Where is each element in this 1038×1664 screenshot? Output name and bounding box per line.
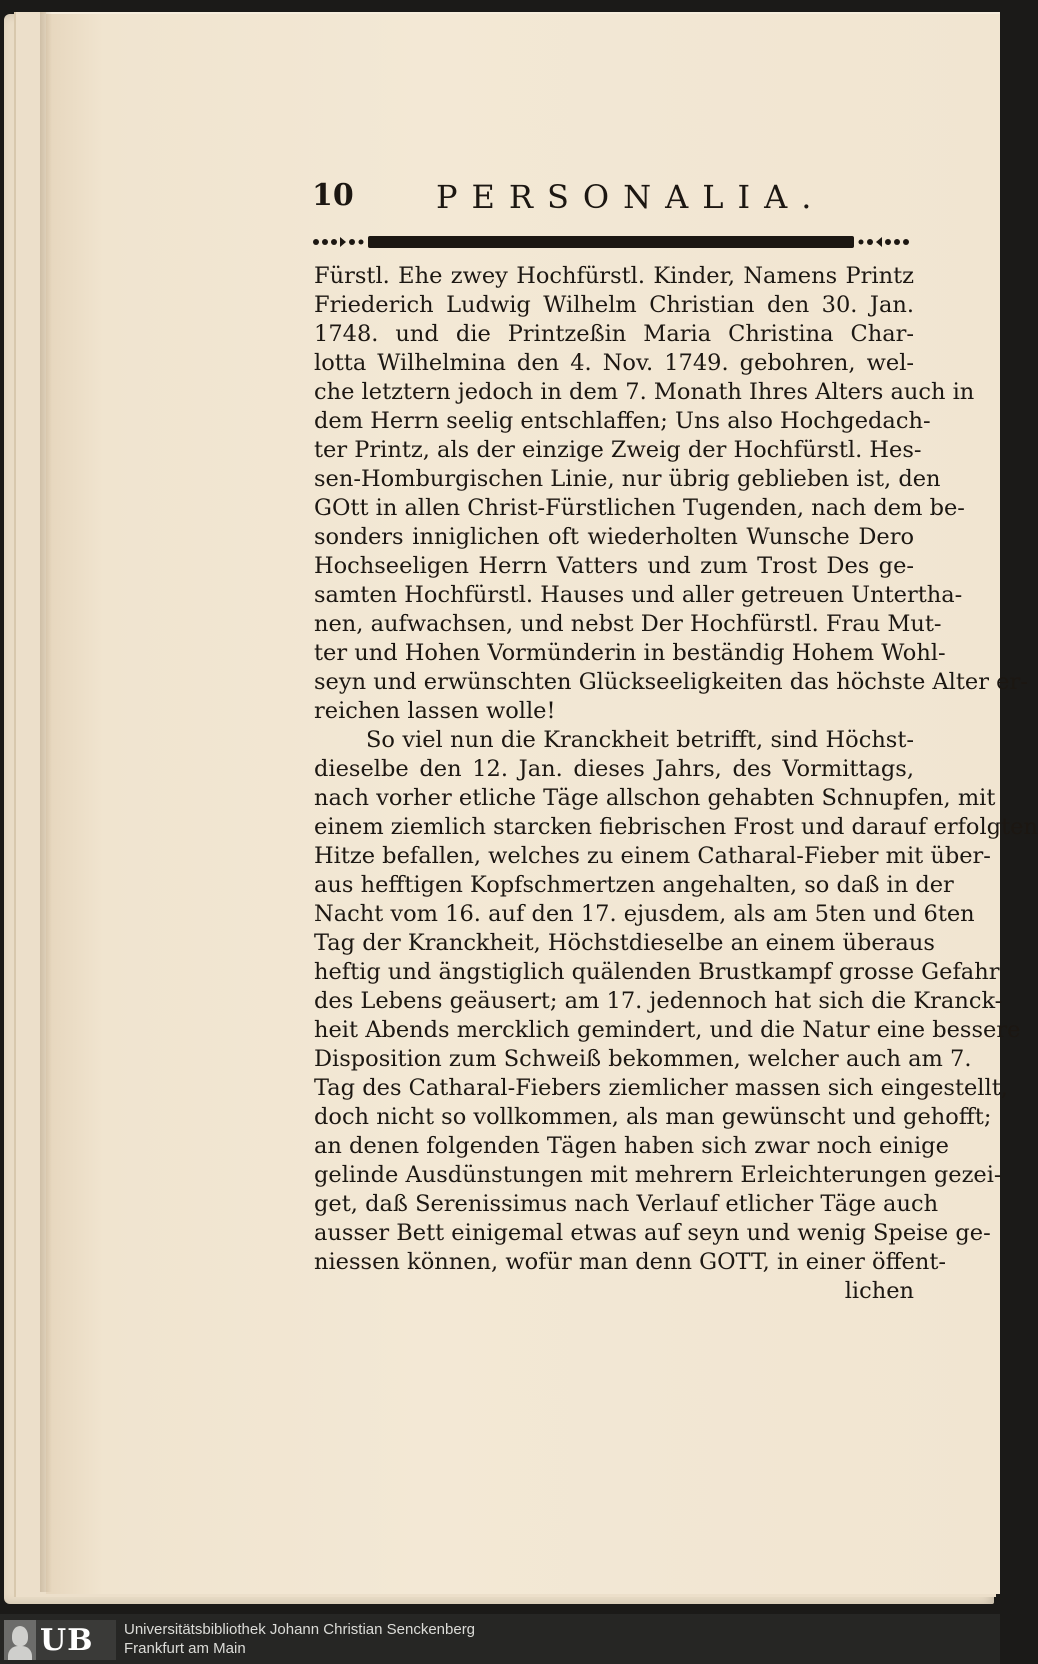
library-name[interactable] — [124, 1620, 475, 1658]
text-line: samten Hochfürstl. Hauses und aller getreuen Untertha- — [314, 582, 963, 608]
ornament-right-flourish — [859, 237, 910, 247]
binding-shadow — [40, 12, 52, 1592]
text-line: GOtt in allen Christ-Fürstlichen Tugenden, nach dem be- — [314, 495, 965, 521]
text-line: Tag des Catharal-Fiebers ziemlicher massen sich eingestellt, — [314, 1075, 1008, 1101]
library-name-line-1: Universitätsbibliothek Johann Christian Senckenberg — [124, 1621, 476, 1638]
ornamental-rule — [312, 232, 910, 252]
text-line: 1748. und die Printzeßin Maria Christina Char- — [314, 321, 914, 347]
library-name-line-2: Frankfurt am Main — [124, 1640, 246, 1657]
text-line: Hochseeligen Herrn Vatters und zum Trost Des ge- — [314, 553, 914, 579]
text-line: dem Herrn seelig entschlaffen; Uns also Hochgedach- — [314, 408, 931, 434]
running-title: PERSONALIA. — [436, 178, 826, 216]
text-line: gelinde Ausdünstungen mit mehrern Erleichterungen gezei- — [314, 1162, 1002, 1188]
library-logo[interactable] — [4, 1620, 116, 1660]
ornament-left-flourish — [313, 237, 364, 247]
text-line: des Lebens geäusert; am 17. jedennoch hat sich die Kranck- — [314, 988, 1003, 1014]
text-line: ausser Bett einigemal etwas auf seyn und wenig Speise ge- — [314, 1220, 991, 1246]
text-line: nach vorher etliche Täge allschon gehabten Schnupfen, mit — [314, 785, 996, 811]
text-line: heftig und ängstiglich quälenden Brustkampf grosse Gefahr — [314, 959, 1000, 985]
text-line: Nacht vom 16. auf den 17. ejusdem, als am 5ten und 6ten — [314, 901, 975, 927]
page-number: 10 — [312, 178, 354, 213]
paragraph-start-line: So viel nun die Kranckheit betrifft, sind Höchst- — [366, 727, 914, 753]
text-line: Hitze befallen, welches zu einem Catharal-Fieber mit über- — [314, 843, 991, 869]
text-line: an denen folgenden Tägen haben sich zwar noch einige — [314, 1133, 949, 1159]
text-line: che letztern jedoch in dem 7. Monath Ihres Alters auch in — [314, 379, 975, 405]
text-line: lotta Wilhelmina den 4. Nov. 1749. gebohren, wel- — [314, 350, 914, 376]
text-line: get, daß Serenissimus nach Verlauf etlicher Täge auch — [314, 1191, 939, 1217]
text-line: aus hefftigen Kopfschmertzen angehalten, so daß in der — [314, 872, 954, 898]
ornament-bar — [368, 236, 854, 248]
catchword: lichen — [844, 1278, 914, 1304]
text-line: Fürstl. Ehe zwey Hochfürstl. Kinder, Namens Printz — [314, 263, 914, 289]
text-line: niessen können, wofür man denn GOTT, in einer öffent- — [314, 1249, 946, 1275]
text-line: sen-Homburgischen Linie, nur übrig geblieben ist, den — [314, 466, 941, 492]
text-line: dieselbe den 12. Jan. dieses Jahrs, des Vormittags, — [314, 756, 914, 782]
text-line: doch nicht so vollkommen, als man gewünscht und gehofft; — [314, 1104, 992, 1130]
text-line: Friederich Ludwig Wilhelm Christian den 30. Jan. — [314, 292, 914, 318]
text-line: sonders inniglichen oft wiederholten Wunsche Dero — [314, 524, 914, 550]
text-line: Tag der Kranckheit, Höchstdieselbe an einem überaus — [314, 930, 935, 956]
text-line: einem ziemlich starcken fiebrischen Frost und darauf erfolgten — [314, 814, 1038, 840]
text-line: ter und Hohen Vormünderin in beständig Hohem Wohl- — [314, 640, 946, 666]
text-line: Disposition zum Schweiß bekommen, welcher auch am 7. — [314, 1046, 972, 1072]
text-line: seyn und erwünschten Glückseeligkeiten das höchste Alter er- — [314, 669, 1028, 695]
text-line: nen, aufwachsen, und nebst Der Hochfürstl. Frau Mut- — [314, 611, 942, 637]
logo-text: UB — [40, 1622, 94, 1658]
paragraph-end-line: reichen lassen wolle! — [314, 698, 556, 724]
footer-bar — [0, 1614, 1000, 1664]
portrait-icon — [4, 1620, 36, 1660]
running-head — [312, 176, 912, 216]
text-line: heit Abends mercklich gemindert, und die Natur eine bessere — [314, 1017, 1021, 1043]
text-line: ter Printz, als der einzige Zweig der Hochfürstl. Hes- — [314, 437, 922, 463]
body-text — [314, 262, 1038, 1306]
